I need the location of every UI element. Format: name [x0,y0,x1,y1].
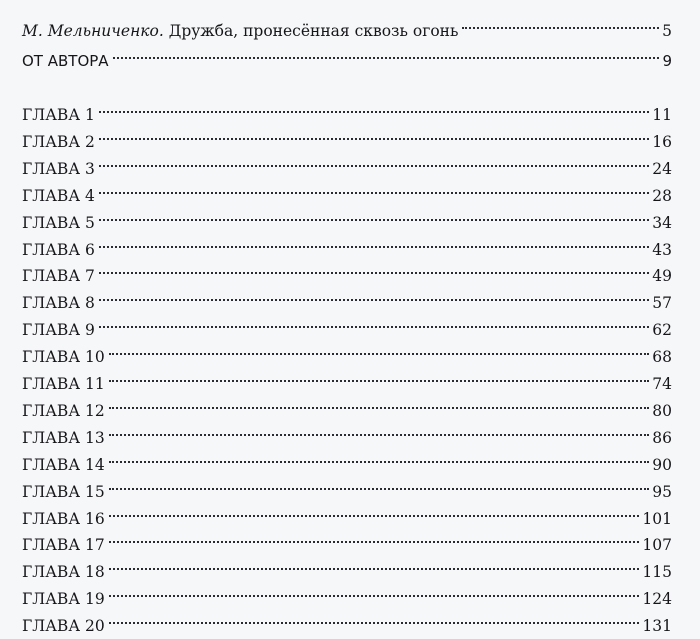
toc-entry-title: Дружба, пронесённая сквозь огонь [168,22,459,40]
toc-page-number: 68 [652,348,672,367]
toc-chapter-entry[interactable] [22,255,672,286]
toc-chapter-entry[interactable] [22,524,672,555]
toc-chapter-title: ГЛАВА 8 [22,294,95,313]
dot-leader [99,175,649,201]
toc-chapter-entry[interactable] [22,363,672,393]
toc-page-number: 86 [652,428,672,447]
toc-chapter-title: ГЛАВА 19 [22,590,105,609]
toc-chapter-entry[interactable] [22,148,672,178]
toc-chapter-title: ГЛАВА 7 [22,267,95,286]
toc-chapter-title: ГЛАВА 17 [22,536,105,555]
dot-leader [109,471,650,497]
toc-chapter-entry[interactable] [22,175,672,205]
toc-chapter-title: ГЛАВА 5 [22,213,95,232]
toc-chapter-entry[interactable] [22,121,672,151]
toc-page-number: 101 [642,509,672,528]
toc-chapter-title: ГЛАВА 4 [22,186,95,205]
dot-leader [109,336,650,362]
toc-chapter-entry[interactable] [22,417,672,447]
toc-chapter-entry[interactable] [22,551,672,582]
toc-page-number: 74 [652,375,672,393]
toc-chapter-title: ГЛАВА 16 [22,509,105,528]
dot-leader [99,202,649,228]
toc-page-number: 43 [652,240,672,259]
dot-leader [109,390,650,416]
toc-chapter-entry[interactable] [22,229,672,259]
toc-page-number: 62 [652,321,672,340]
toc-chapter-title: ГЛАВА 15 [22,482,105,501]
toc-page-number: 9 [662,52,672,70]
toc-chapter-title: ГЛАВА 18 [22,563,105,582]
toc-chapter-entry[interactable] [22,498,672,528]
toc-page-number: 34 [652,213,672,232]
toc-chapter-entry[interactable] [22,471,672,501]
toc-chapter-title: ГЛАВА 3 [22,159,95,178]
toc-page-number: 124 [642,590,672,609]
toc-chapter-entry[interactable] [22,282,672,313]
dot-leader [99,229,649,255]
toc-page-number: 95 [652,482,672,501]
toc-page-number: 90 [652,455,672,474]
toc-chapter-entry[interactable] [22,94,672,124]
toc-page-number: 107 [642,536,672,555]
dot-leader [99,121,649,147]
toc-page-number: 28 [652,186,672,205]
dot-leader [109,498,640,524]
toc-page-number: 115 [642,563,672,582]
dot-leader [99,94,649,120]
toc-page-number: 16 [652,132,672,151]
toc-chapter-entry[interactable] [22,202,672,232]
dot-leader [99,282,649,308]
toc-entry-author: М. Мельниченко. [22,22,164,40]
dot-leader [109,417,650,443]
dot-leader [113,40,660,66]
toc-chapter-title: ГЛАВА 12 [22,401,105,420]
toc-chapter-title: ГЛАВА 10 [22,348,105,367]
toc-chapter-entry[interactable] [22,390,672,420]
toc-chapter-entry[interactable] [22,444,672,474]
toc-chapter-title: ГЛАВА 2 [22,132,95,151]
dot-leader [109,363,650,389]
toc-page-number: 11 [652,106,672,124]
dot-leader [99,255,649,281]
dot-leader [462,10,659,36]
dot-leader [99,309,649,335]
toc-chapter-title: ГЛАВА 1 [22,106,95,124]
toc-page-number: 49 [652,267,672,286]
toc-chapter-title: ГЛАВА 13 [22,428,105,447]
dot-leader [109,524,640,550]
toc-chapter-title: ГЛАВА 14 [22,455,105,474]
dot-leader [109,605,640,631]
dot-leader [99,148,649,174]
toc-page-number: 5 [662,22,672,40]
dot-leader [109,444,650,470]
toc-page-number: 24 [652,159,672,178]
toc-entry-title: ОТ АВТОРА [22,52,109,70]
toc-entry-foreword[interactable] [22,10,672,40]
toc-page-number: 57 [652,294,672,313]
toc-entry-author-note[interactable] [22,40,672,70]
toc-chapter-entry[interactable] [22,578,672,609]
toc-page-number: 80 [652,401,672,420]
toc-chapter-entry[interactable] [22,336,672,367]
toc-chapter-title: ГЛАВА 9 [22,321,95,340]
toc-page-number: 131 [642,617,672,636]
toc-chapter-entry[interactable] [22,605,672,636]
toc-chapter-title: ГЛАВА 11 [22,375,105,393]
toc-chapter-entry[interactable] [22,309,672,340]
toc-chapter-title: ГЛАВА 6 [22,240,95,259]
dot-leader [109,578,640,604]
dot-leader [109,551,640,577]
toc-chapter-title: ГЛАВА 20 [22,617,105,636]
